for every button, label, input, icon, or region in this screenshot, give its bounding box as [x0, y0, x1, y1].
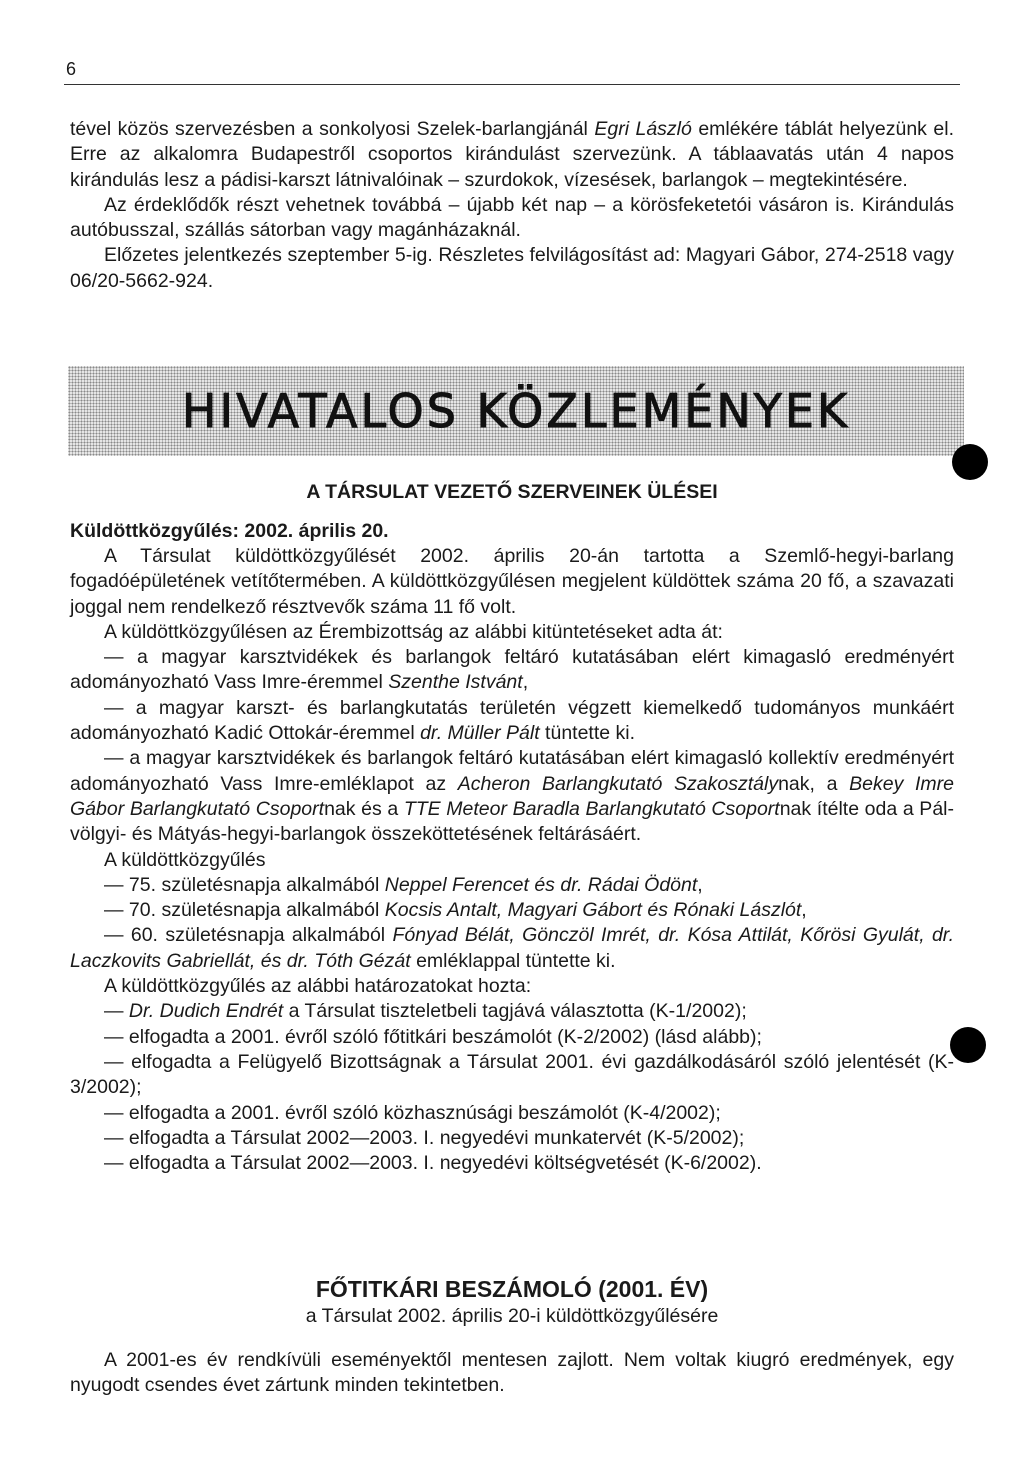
award-1 — [70, 645, 954, 696]
meeting-paragraph-2: A küldöttközgyűlésen az Érembizottság az alábbi kitüntetéseket adta át: — [104, 620, 723, 643]
report-block — [70, 1348, 954, 1399]
text: emlékére táblát helyezünk el. Erre az alkalomra Budapestről csoportos kirándulást szervezünk. A táblaavatás után 4 napos kirándulás lesz a pádisi-karszt látnivalóinak – szurdokok, vízesések, barlangok – megtekintésére. — [70, 118, 954, 191]
intro-block — [70, 117, 954, 294]
meeting-heading: Küldöttközgyűlés: 2002. április 20. — [70, 520, 389, 542]
text: tüntette ki. — [539, 722, 636, 745]
person-name: Szenthe Istvánt — [388, 671, 523, 694]
group-name: Acheron Barlangkutató Szakosztály — [457, 772, 779, 795]
text: — a magyar karsztvidékek és barlangok feltáró kutatásában elért kimagasló kollektív eredményért adományozható Vass Imre-emléklapot az — [70, 747, 954, 795]
birthday-70 — [70, 898, 954, 923]
text: — — [104, 1000, 129, 1023]
meeting-paragraph-1: A Társulat küldöttközgyűlését 2002. április 20-án tartotta a Szemlő-hegyi-barlang fogadóépületének vetítőtermében. A küldöttközgyűlésen megjelent küldöttek száma 20 fő, a szavazati joggal nem rendelkező résztvevők száma 11 fő volt. — [70, 545, 954, 618]
meeting-block — [70, 544, 954, 1176]
person-names: Kocsis Antalt, Magyari Gábort és Rónaki Lászlót — [384, 899, 802, 922]
resolution-6: — elfogadta a Társulat 2002—2003. I. negyedévi költségvetését (K-6/2002). — [104, 1152, 762, 1175]
report-heading: FŐTITKÁRI BESZÁMOLÓ (2001. ÉV) — [315, 1276, 709, 1302]
person-name: Egri László — [594, 118, 692, 140]
banner-title: HIVATALOS KÖZLEMÉNYEK — [181, 384, 851, 438]
intro-paragraph-2: Az érdeklődők részt vehetnek továbbá – újabb két nap – a körösfeketetói vásáron is. Kirándulás autóbusszal, szállás sátorban vagy magánházaknál. — [70, 193, 954, 242]
text: , — [801, 899, 807, 922]
report-paragraph-1: A 2001-es év rendkívüli eseményektől mentesen zajlott. Nem voltak kiugró eredmények, egy nyugodt csendes évet zártunk minden tekintetben. — [70, 1349, 954, 1397]
banner — [68, 366, 964, 456]
text: — a magyar karszt- és barlangkutatás területén végzett kiemelkedő tudományos munkáért adományozható Kadić Ottokár-éremmel — [70, 696, 954, 745]
resolution-5: — elfogadta a Társulat 2002—2003. I. negyedévi munkatervét (K-5/2002); — [104, 1126, 745, 1149]
text: — 70. születésnapja alkalmából — [104, 899, 385, 922]
birthday-60 — [70, 923, 954, 974]
group-name: TTE Meteor Baradla Barlangkutató Csoport — [403, 797, 780, 820]
award-2 — [70, 696, 954, 747]
top-rule — [64, 84, 960, 85]
meeting-paragraph-4: A küldöttközgyűlés az alábbi határozatokat hozta: — [104, 975, 532, 998]
text: — 75. születésnapja alkalmából — [104, 873, 385, 896]
text: , — [522, 671, 529, 694]
report-subheading: a Társulat 2002. április 20-i küldöttközgyűlésére — [305, 1305, 719, 1327]
person-name: dr. Müller Pált — [420, 722, 540, 745]
text: nak, a — [778, 772, 850, 795]
text: — a magyar karsztvidékek és barlangok feltáró kutatásában elért kimagasló eredményért adományozható Vass Imre-éremmel — [70, 646, 954, 694]
page-number: 6 — [66, 59, 77, 79]
text: nak és a — [324, 797, 404, 820]
text: nak ítélte oda a Pál-völgyi- és Mátyás-hegyi-barlangok összeköttetésének feltárásáért. — [70, 797, 954, 846]
resolution-4: — elfogadta a 2001. évről szóló közhasznúsági beszámolót (K-4/2002); — [104, 1101, 721, 1124]
text: tével közös szervezésben a sonkolyosi Szelek-barlangjánál — [70, 118, 595, 140]
resolution-3: — elfogadta a Felügyelő Bizottságnak a Társulat 2001. évi gazdálkodásáról szóló jelentését (K-3/2002); — [70, 1050, 954, 1099]
group-name: Bekey Imre Gábor Barlangkutató Csoport — [70, 772, 954, 820]
meeting-paragraph-3: A küldöttközgyűlés — [104, 848, 266, 871]
punch-hole-2 — [950, 1027, 986, 1063]
intro-paragraph-3: Előzetes jelentkezés szeptember 5-ig. Részletes felvilágosítást ad: Magyari Gábor, 274-2518 vagy 06/20-5662-924. — [70, 244, 954, 292]
text: emléklappal tüntette ki. — [410, 949, 616, 972]
person-names: Fónyad Bélát, Gönczöl Imrét, dr. Kósa Attilát, Kőrösi Gyulát, dr. Laczkovits Gabriellát, és dr. Tóth Gézát — [70, 924, 954, 972]
text: — 60. születésnapja alkalmából — [104, 924, 393, 947]
award-3 — [70, 746, 954, 847]
punch-hole-1 — [952, 444, 988, 480]
birthday-75 — [70, 873, 954, 898]
section-heading: A TÁRSULAT VEZETŐ SZERVEINEK ÜLÉSEI — [306, 481, 718, 503]
resolution-2: — elfogadta a 2001. évről szóló főtitkári beszámolót (K-2/2002) (lásd alább); — [104, 1025, 762, 1048]
resolution-1 — [70, 999, 954, 1024]
intro-paragraph-1 — [70, 117, 954, 193]
text: a Társulat tiszteletbeli tagjává választotta (K-1/2002); — [283, 1000, 747, 1023]
person-name: Dr. Dudich Endrét — [128, 1000, 284, 1023]
text: , — [697, 873, 703, 896]
person-names: Neppel Ferencet és dr. Rádai Ödönt — [384, 873, 698, 896]
